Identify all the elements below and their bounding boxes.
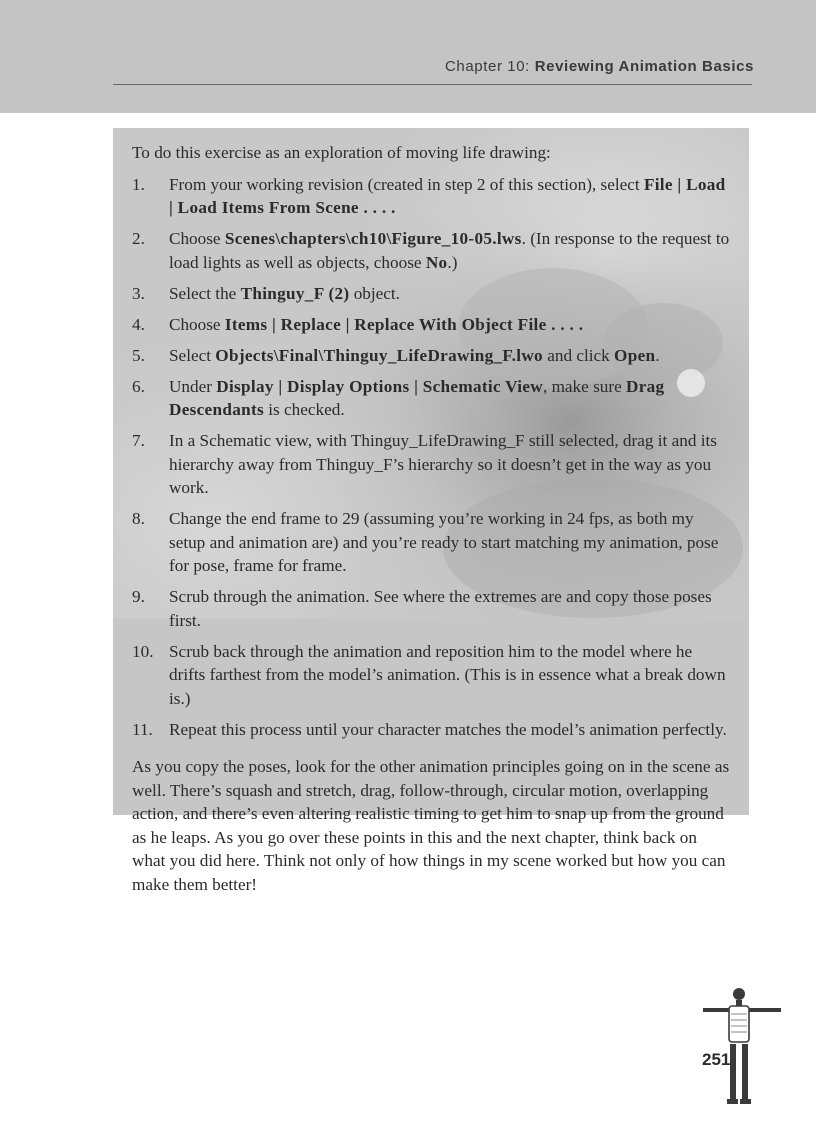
step-text: Scrub back through the animation and reposition him to the model where he drifts farthest from the model’s animation. (This is in essence what a break down is.) [169,641,726,708]
step-text: In a Schematic view, with Thinguy_LifeDrawing_F still selected, drag it and its hierarchy away from Thinguy_F’s hierarchy so it doesn’t get in the way as you work. [169,431,717,497]
step-item [132,585,732,632]
step-command: Scenes\chapters\ch10\Figure_10-05.lws [224,229,522,248]
step-text: , make sure [542,376,627,396]
step-command: Thinguy_F (2) [240,283,350,303]
header-band [0,0,816,113]
step-item [132,429,732,500]
step-command: Display | Display Options | Schematic View [216,376,543,396]
step-text: From your working revision (created in step 2 of this section), select [169,174,644,194]
step-command: Open [614,345,656,365]
step-text: object. [349,283,400,303]
header-rule [113,84,752,85]
step-item [132,718,732,742]
step-text: Under [169,376,217,396]
step-number: 9. [132,587,145,606]
step-text: . (In response to the request to load lights as well as objects, choose [169,229,730,272]
step-number: 11. [132,719,153,739]
step-number: 5. [132,345,145,365]
step-number: 1. [132,174,145,194]
step-number: 3. [132,283,145,303]
step-item [132,344,732,368]
step-text: Repeat this process until your character matches the model’s animation perfectly. [169,719,727,739]
step-item [132,375,732,422]
step-text: Select the [169,283,241,303]
step-number: 8. [132,509,145,528]
step-item [132,313,732,337]
step-text: Scrub through the animation. See where the extremes are and copy those poses first. [169,587,712,630]
step-text: and click [542,345,615,365]
step-command: Items | Replace | Replace With Object File . . . . [224,314,584,334]
step-number: 7. [132,431,145,450]
step-item [132,227,732,274]
step-command: Drag Descendants [169,376,665,419]
chapter-label: Chapter 10: [444,58,530,75]
step-item [132,507,732,578]
steps-list [132,173,732,742]
step-item [132,282,732,306]
step-number: 6. [132,376,145,396]
step-text: Select [169,345,216,365]
step-number: 2. [132,229,145,248]
step-text: . [655,345,660,365]
closing-paragraph: As you copy the poses, look for the other animation principles going on in the scene as well. There’s squash and stretch, drag, follow-through, circular motion, overlapping action, and there’s even altering realistic timing to get him to snap up from the ground as he leaps. As you go over these points in this and the next chapter, think back on what you did here. Think not only of how things in my scene worked but how you can make them better! [132,757,730,894]
step-item [132,640,732,711]
step-command: Objects\Final\Thinguy_LifeDrawing_F.lwo [215,345,543,365]
running-head [445,58,754,75]
step-number: 4. [132,314,145,334]
step-item [132,173,732,220]
step-text: .) [447,252,458,272]
step-text: is checked. [263,400,345,419]
step-text: Choose [169,314,225,334]
step-number: 10. [132,641,154,661]
step-command: No [425,252,448,272]
chapter-title: Reviewing Animation Basics [534,58,754,75]
page-number: 251 [702,1050,731,1069]
intro-text: To do this exercise as an exploration of moving life drawing: [132,143,551,162]
sidebar-content [132,141,732,896]
step-command: File | Load | Load Items From Scene . . . . [169,174,726,217]
step-text: Choose [169,229,225,248]
step-text: Change the end frame to 29 (assuming you’re working in 24 fps, as both my setup and animation are) and you’re ready to start matching my animation, pose for pose, frame for frame. [169,509,719,575]
